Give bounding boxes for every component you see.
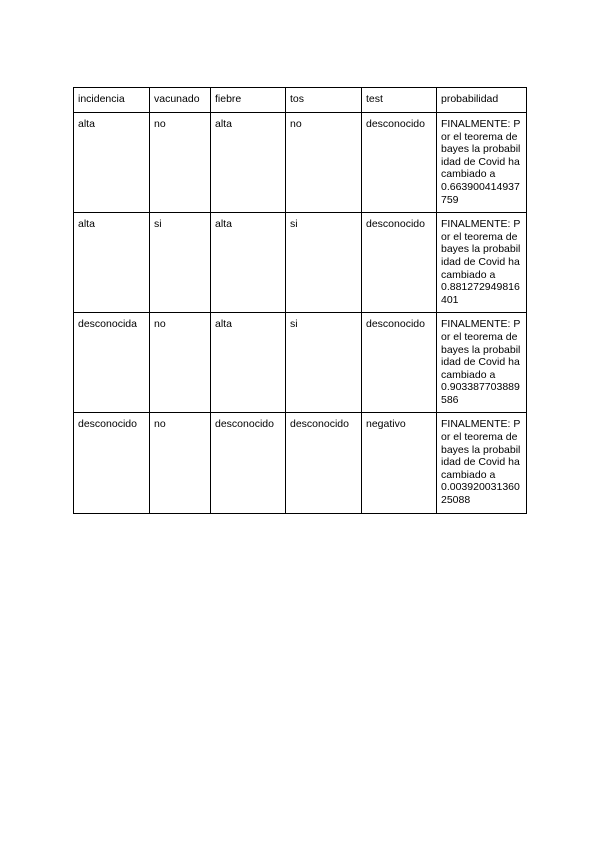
header-vacunado: vacunado	[150, 88, 211, 113]
probabilidad-text: FINALMENTE: Por el teorema de bayes la probabilidad de Covid ha cambiado a	[441, 218, 521, 281]
cell-test: desconocido	[362, 313, 437, 413]
cell-fiebre: alta	[211, 213, 286, 313]
cell-tos: si	[286, 313, 362, 413]
cell-tos: desconocido	[286, 413, 362, 513]
header-tos: tos	[286, 88, 362, 113]
cell-probabilidad	[437, 413, 527, 513]
cell-test: negativo	[362, 413, 437, 513]
probabilidad-value: 0.00392003136025088	[441, 481, 520, 507]
table-row	[74, 213, 527, 313]
cell-probabilidad	[437, 213, 527, 313]
cell-vacunado: no	[150, 413, 211, 513]
probability-table	[73, 87, 527, 514]
probabilidad-text: FINALMENTE: Por el teorema de bayes la probabilidad de Covid ha cambiado a	[441, 118, 521, 181]
cell-vacunado: no	[150, 313, 211, 413]
cell-fiebre: desconocido	[211, 413, 286, 513]
probabilidad-value: 0.663900414937759	[441, 180, 520, 206]
table-row	[74, 413, 527, 513]
table-row	[74, 313, 527, 413]
cell-incidencia: desconocida	[74, 313, 150, 413]
cell-incidencia: alta	[74, 213, 150, 313]
cell-test: desconocido	[362, 113, 437, 213]
probabilidad-value: 0.881272949816401	[441, 281, 520, 306]
cell-fiebre: alta	[211, 313, 286, 413]
header-incidencia: incidencia	[74, 88, 150, 113]
cell-probabilidad	[437, 313, 527, 413]
table-row	[74, 113, 527, 213]
header-test: test	[362, 88, 437, 113]
header-fiebre: fiebre	[211, 88, 286, 113]
probabilidad-value: 0.903387703889586	[441, 381, 520, 406]
probabilidad-text: FINALMENTE: Por el teorema de bayes la probabilidad de Covid ha cambiado a	[441, 418, 521, 481]
header-probabilidad: probabilidad	[437, 88, 527, 113]
cell-vacunado: no	[150, 113, 211, 213]
table-header-row	[74, 88, 527, 113]
cell-test: desconocido	[362, 213, 437, 313]
cell-incidencia: alta	[74, 113, 150, 213]
cell-tos: si	[286, 213, 362, 313]
cell-incidencia: desconocido	[74, 413, 150, 513]
cell-vacunado: si	[150, 213, 211, 313]
cell-fiebre: alta	[211, 113, 286, 213]
probabilidad-text: FINALMENTE: Por el teorema de bayes la probabilidad de Covid ha cambiado a	[441, 318, 521, 381]
cell-tos: no	[286, 113, 362, 213]
cell-probabilidad	[437, 113, 527, 213]
